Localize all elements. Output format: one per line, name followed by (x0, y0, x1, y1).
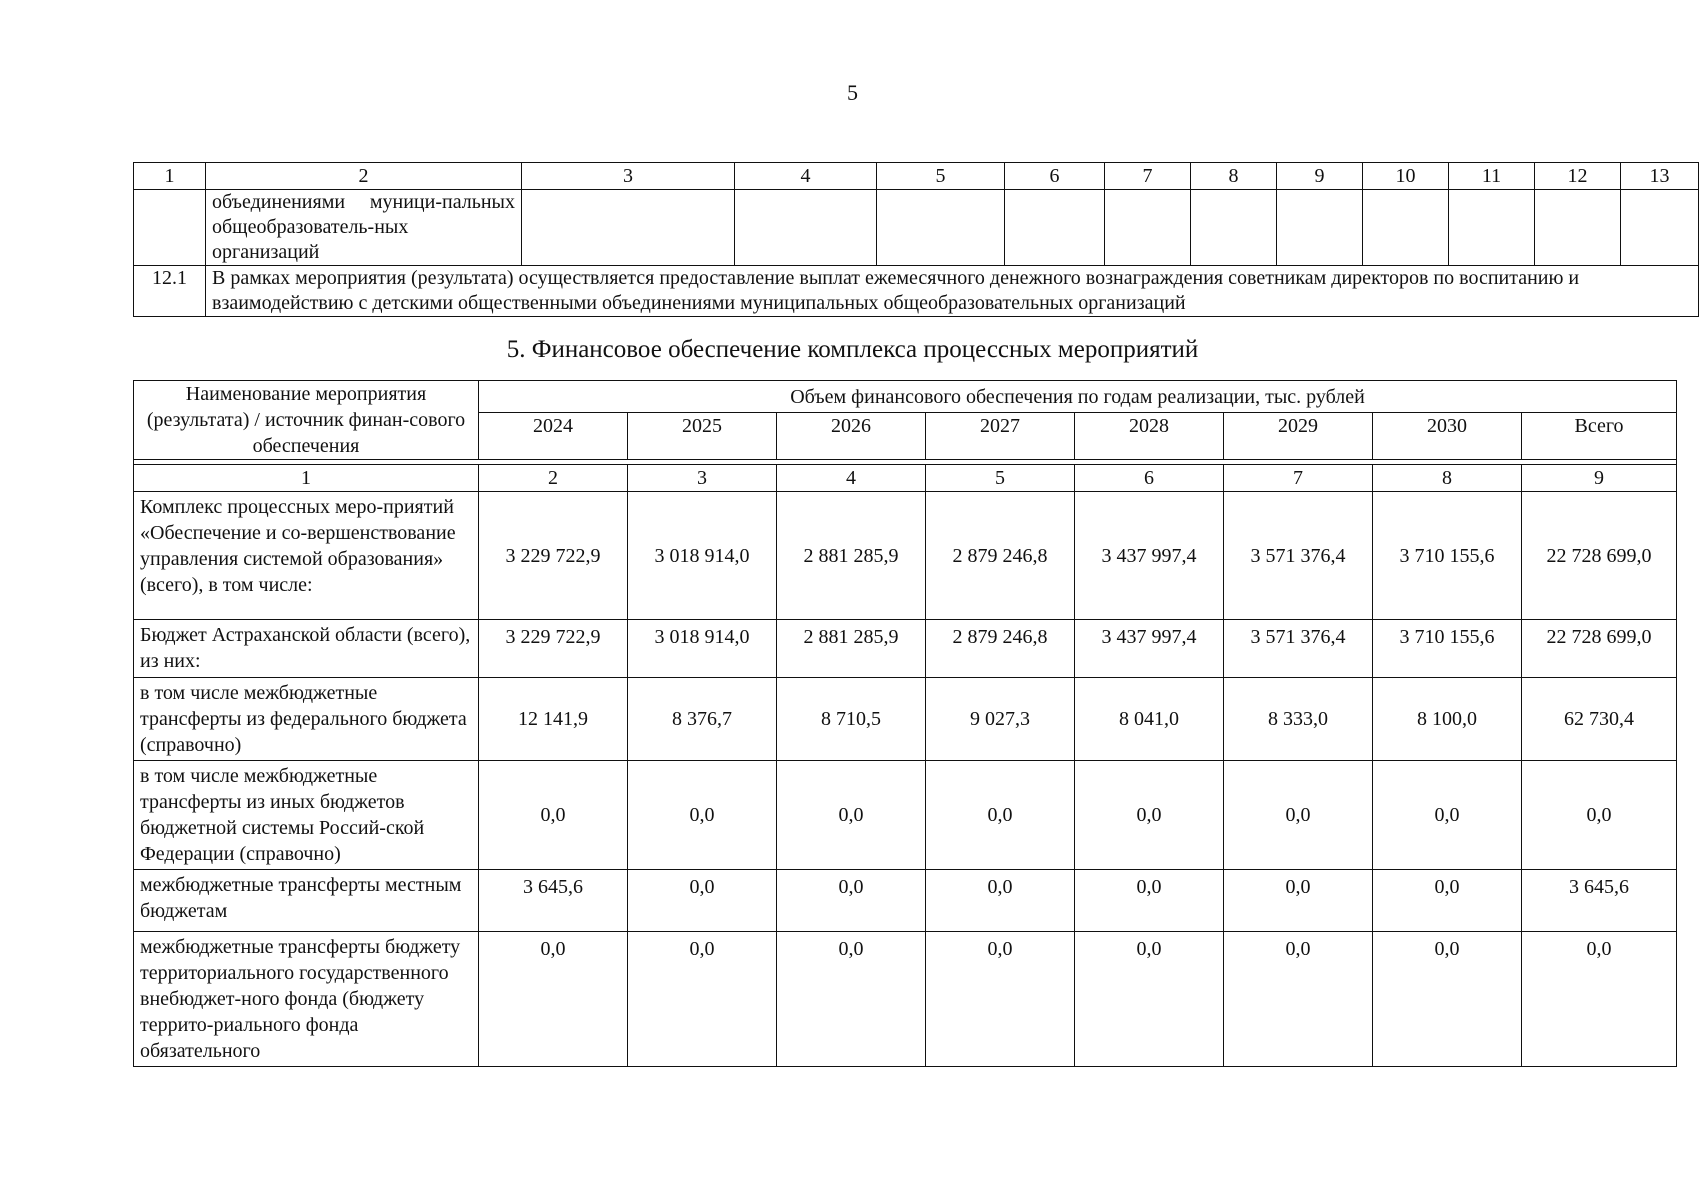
year-header: 2027 (926, 413, 1075, 460)
continuation-table (133, 162, 1699, 317)
column-number: 3 (628, 465, 777, 492)
amount-cell: 0,0 (628, 932, 777, 1067)
column-number: 8 (1191, 163, 1277, 190)
amount-cell: 9 027,3 (926, 678, 1075, 761)
column-number: 4 (735, 163, 877, 190)
amount-cell: 0,0 (777, 870, 926, 932)
amount-cell: 0,0 (479, 932, 628, 1067)
section-title: 5. Финансовое обеспечение комплекса процессных мероприятий (506, 336, 1199, 363)
source-name: Бюджет Астраханской области (всего), из них: (134, 620, 479, 678)
source-name: межбюджетные трансферты бюджету территориального государственного внебюджет-ного фонда (бюджету террито-риального фонда обязательного (134, 932, 479, 1067)
amount-cell: 0,0 (1373, 870, 1522, 932)
amount-cell: 0,0 (1224, 761, 1373, 870)
amount-cell: 0,0 (1373, 761, 1522, 870)
table-cell (1535, 190, 1621, 266)
table-cell (1449, 190, 1535, 266)
source-name: межбюджетные трансферты местным бюджетам (134, 870, 479, 932)
year-header: 2024 (479, 413, 628, 460)
amount-cell: 3 571 376,4 (1224, 492, 1373, 620)
year-header: Всего (1522, 413, 1677, 460)
column-number: 6 (1005, 163, 1105, 190)
amount-cell: 0,0 (628, 870, 777, 932)
amount-cell: 0,0 (1075, 761, 1224, 870)
column-number: 8 (1373, 465, 1522, 492)
table-cell (735, 190, 877, 266)
amount-cell: 8 376,7 (628, 678, 777, 761)
amount-cell: 3 645,6 (1522, 870, 1677, 932)
column-number: 13 (1621, 163, 1699, 190)
row-description: В рамках мероприятия (результата) осуществляется предоставление выплат ежемесячного денежного вознаграждения советникам директоров по воспитанию и взаимодействию с детскими общественными объединениями муниципальных общеобразовательных организаций (206, 266, 1699, 317)
column-number: 1 (134, 163, 206, 190)
amount-cell: 3 571 376,4 (1224, 620, 1373, 678)
amount-cell: 0,0 (1224, 932, 1373, 1067)
amount-cell: 0,0 (1522, 761, 1677, 870)
table-cell (1005, 190, 1105, 266)
column-number: 6 (1075, 465, 1224, 492)
year-header: 2030 (1373, 413, 1522, 460)
amount-cell: 0,0 (479, 761, 628, 870)
year-header: 2029 (1224, 413, 1373, 460)
amount-cell: 0,0 (1075, 870, 1224, 932)
page-number: 5 (847, 80, 858, 105)
amount-cell: 0,0 (1075, 932, 1224, 1067)
year-header: 2026 (777, 413, 926, 460)
amount-cell: 3 018 914,0 (628, 492, 777, 620)
amount-cell: 3 437 997,4 (1075, 492, 1224, 620)
column-number: 11 (1449, 163, 1535, 190)
finance-table (133, 380, 1677, 1067)
finance-table-body (134, 492, 1677, 1067)
table-row (134, 266, 1699, 317)
amount-cell: 2 881 285,9 (777, 620, 926, 678)
column-number: 1 (134, 465, 479, 492)
amount-cell: 3 018 914,0 (628, 620, 777, 678)
amount-cell: 3 645,6 (479, 870, 628, 932)
table-cell (1191, 190, 1277, 266)
amount-cell: 12 141,9 (479, 678, 628, 761)
amount-cell: 0,0 (926, 761, 1075, 870)
name-column-header: Наименование мероприятия (результата) / источник финан-сового обеспечения (134, 381, 479, 460)
source-name: в том числе межбюджетные трансферты из иных бюджетов бюджетной системы Россий-ской Федерации (справочно) (134, 761, 479, 870)
amount-cell: 62 730,4 (1522, 678, 1677, 761)
continued-name-cell: объединениями муници-пальных общеобразователь-ных организаций (206, 190, 522, 266)
amount-cell: 3 229 722,9 (479, 492, 628, 620)
volume-header: Объем финансового обеспечения по годам реализации, тыс. рублей (479, 381, 1677, 413)
amount-cell: 2 881 285,9 (777, 492, 926, 620)
table-cell (1277, 190, 1363, 266)
amount-cell: 0,0 (1224, 870, 1373, 932)
amount-cell: 8 710,5 (777, 678, 926, 761)
amount-cell: 0,0 (1522, 932, 1677, 1067)
amount-cell: 0,0 (1373, 932, 1522, 1067)
column-number: 9 (1277, 163, 1363, 190)
amount-cell: 8 041,0 (1075, 678, 1224, 761)
amount-cell: 0,0 (926, 870, 1075, 932)
table-cell (522, 190, 735, 266)
column-number: 7 (1224, 465, 1373, 492)
source-name: Комплекс процессных меро-приятий «Обеспечение и со-вершенствование управления системой образования» (всего), в том числе: (134, 492, 479, 620)
amount-cell: 2 879 246,8 (926, 620, 1075, 678)
table-row (134, 932, 1677, 1067)
amount-cell: 8 100,0 (1373, 678, 1522, 761)
amount-cell: 0,0 (628, 761, 777, 870)
amount-cell: 0,0 (777, 932, 926, 1067)
table-row (134, 678, 1677, 761)
table-row (134, 190, 1699, 266)
amount-cell: 3 229 722,9 (479, 620, 628, 678)
amount-cell: 2 879 246,8 (926, 492, 1075, 620)
column-number: 2 (479, 465, 628, 492)
column-number-row (134, 163, 1699, 190)
table-cell (134, 190, 206, 266)
year-header: 2028 (1075, 413, 1224, 460)
source-name: в том числе межбюджетные трансферты из федерального бюджета (справочно) (134, 678, 479, 761)
column-number: 12 (1535, 163, 1621, 190)
amount-cell: 3 710 155,6 (1373, 620, 1522, 678)
amount-cell: 8 333,0 (1224, 678, 1373, 761)
amount-cell: 3 710 155,6 (1373, 492, 1522, 620)
column-number: 4 (777, 465, 926, 492)
table-row (134, 492, 1677, 620)
table-row (134, 870, 1677, 932)
table-cell (1363, 190, 1449, 266)
amount-cell: 3 437 997,4 (1075, 620, 1224, 678)
amount-cell: 22 728 699,0 (1522, 492, 1677, 620)
table-cell (877, 190, 1005, 266)
table-row (134, 620, 1677, 678)
column-number: 5 (877, 163, 1005, 190)
year-header: 2025 (628, 413, 777, 460)
amount-cell: 0,0 (777, 761, 926, 870)
table-cell (1105, 190, 1191, 266)
table-cell (1621, 190, 1699, 266)
column-number: 2 (206, 163, 522, 190)
column-number: 3 (522, 163, 735, 190)
column-number: 9 (1522, 465, 1677, 492)
column-number: 7 (1105, 163, 1191, 190)
column-number: 5 (926, 465, 1075, 492)
table-row (134, 761, 1677, 870)
amount-cell: 0,0 (926, 932, 1075, 1067)
amount-cell: 22 728 699,0 (1522, 620, 1677, 678)
row-number: 12.1 (134, 266, 206, 317)
column-number: 10 (1363, 163, 1449, 190)
header-row (134, 381, 1677, 413)
column-number-row (134, 465, 1677, 492)
